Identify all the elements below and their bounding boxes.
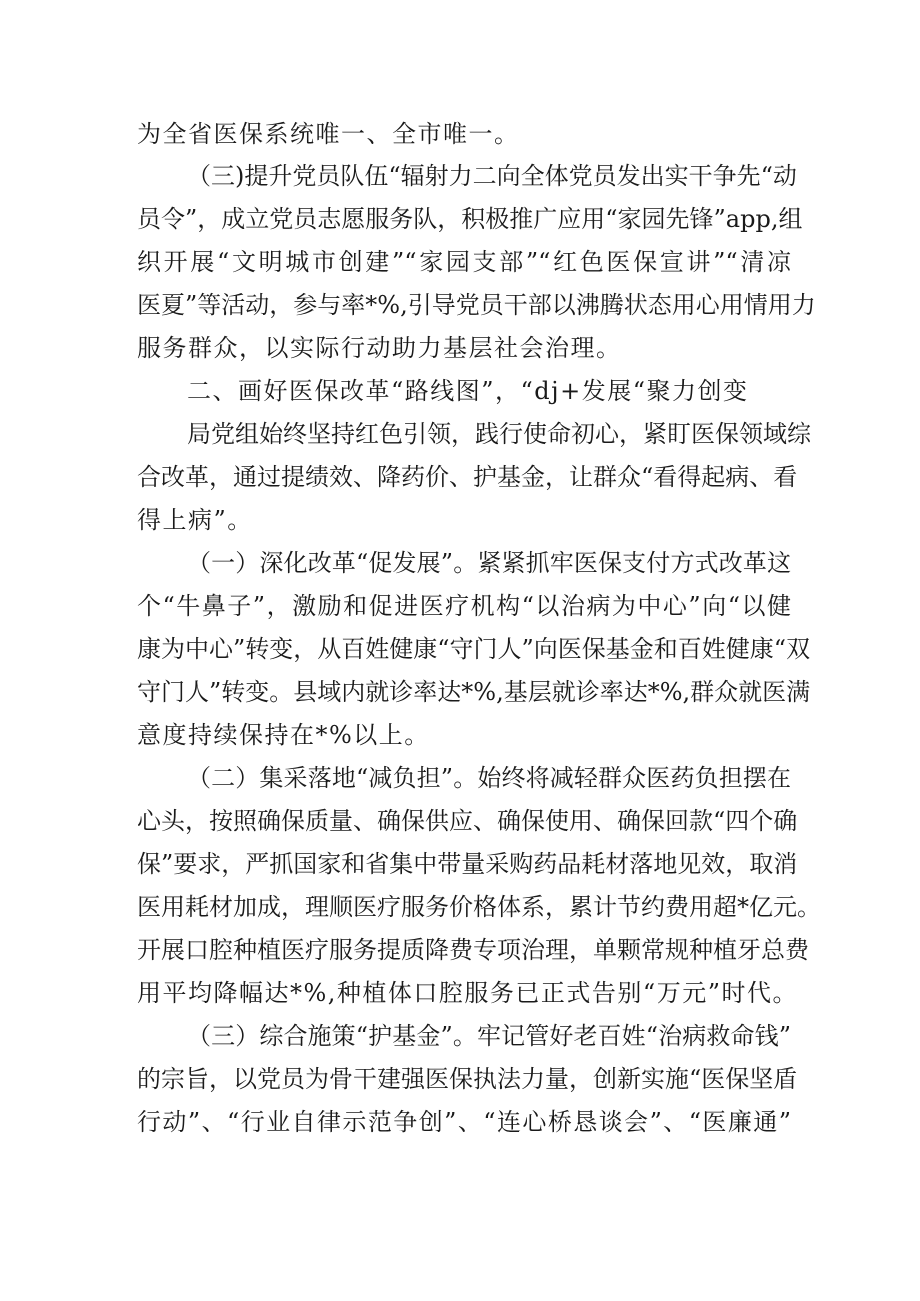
text-line: 个“牛鼻子”，激励和促进医疗机构“以治病为中心”向“以健 [137,592,791,620]
text-line: 医夏”等活动，参与率*%,引导党员干部以沸腾状态用心用情用力 [137,291,816,319]
text-line: 保”要求，严抓国家和省集中带量采购药品耗材落地见效，取消 [137,850,798,878]
text-line: 心头，按照确保质量、确保供应、确保使用、确保回款“四个确 [137,807,798,835]
paragraph-heading-3: （三)提升党员队伍“辐射力二向全体党员发出实干争先“动 [187,162,797,190]
paragraph-heading-3b: （三）综合施策“护基金”。牢记管好老百姓“治病救命钱” [187,1022,791,1050]
text-line: 用平均降幅达*%,种植体口腔服务已正式告别“万元”时代。 [137,979,798,1007]
text-line: 员令”，成立党员志愿服务队，积极推广应用“家园先锋”app,组 [137,205,803,233]
paragraph-heading-2: （二）集采落地“减负担”。始终将减轻群众医药负担摆在 [187,764,791,792]
text-line: 守门人”转变。县域内就诊率达*%,基层就诊率达*%,群众就医满 [137,678,811,706]
text-line: 开展口腔种植医疗服务提质降费专项治理，单颗常规种植牙总费 [137,936,809,964]
text-line: 意度持续保持在*%以上。 [137,721,430,749]
text-line: 织开展“文明城市创建”“家园支部”“红色医保宣讲”“清凉 [137,248,791,276]
paragraph-heading-1: （一）深化改革“促发展”。紧紧抓牢医保支付方式改革这 [187,549,791,577]
text-line: 行动”、“行业自律示范争创”、“连心桥恳谈会”、“医廉通” [137,1108,791,1136]
text-line: 得上病”。 [137,506,253,534]
text-line: 医用耗材加成，理顺医疗服务价格体系，累计节约费用超*亿元。 [137,893,821,921]
text-line: 的宗旨，以党员为骨干建强医保执法力量，创新实施“医保坚盾 [137,1065,798,1093]
text-line: 为全省医保系统唯一、全市唯一。 [137,120,520,148]
text-line: 服务群众，以实际行动助力基层社会治理。 [137,334,622,362]
text-line: 局党组始终坚持红色引领，践行使命初心，紧盯医保领域综 [187,420,811,448]
section-heading-2: 二、画好医保改革“路线图”，“dj+发展“聚力创变 [187,377,749,405]
text-line: 合改革，通过提绩效、降药价、护基金，让群众“看得起病、看 [137,463,798,491]
text-line: 康为中心”转变，从百姓健康“守门人”向医保基金和百姓健康“双 [137,635,811,663]
